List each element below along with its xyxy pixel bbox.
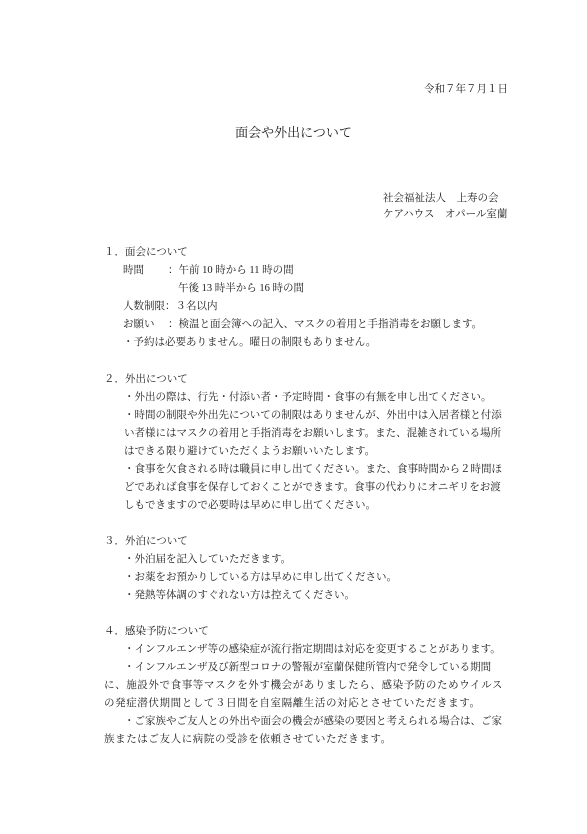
overnight-line: ・発熱等体調のすぐれない方は控えてください。 <box>124 590 355 601</box>
organization-corporation: 社会福祉法人 上寿の会 <box>383 193 499 204</box>
visiting-request: ：検温と面会簿への記入、マスクの着用と手指消毒をお願します。 <box>168 319 483 330</box>
visiting-reservation-note: ・予約は必要ありません。曜日の制限もありません。 <box>123 337 377 348</box>
outing-line: はできる限り避けていただくようお願いいたします。 <box>124 446 376 457</box>
visiting-hours-pm: 午後 13 時半から 16 時の間 <box>178 283 304 294</box>
infection-line: 族またはご友人に病院の受診を依頼させていただきます。 <box>104 734 392 745</box>
infection-line: ・ご家族やご友人との外出や面会の機会が感染の要因と考えられる場合は、ご家 <box>124 716 502 727</box>
overnight-line: ・お薬をお預かりしている方は早めに申し出てください。 <box>124 572 397 583</box>
visiting-hours-label: 時間 <box>123 265 144 276</box>
visiting-heading: １．面会について <box>104 247 188 258</box>
outing-line: ・外出の際は、行先・付添い者・予定時間・食事の有無を申し出てください。 <box>124 392 492 403</box>
visiting-hours-am: ：午前 10 時から 11 時の間 <box>168 265 294 276</box>
outing-heading: ２．外出について <box>104 374 188 385</box>
visiting-capacity: 人数制限：３名以内 <box>123 301 218 312</box>
outing-line: ・食事を欠食される時は職員に申し出てください。また、食事時間から２時間ほ <box>124 464 502 475</box>
organization-facility: ケアハウス オパール室蘭 <box>383 209 508 220</box>
infection-line: ・インフルエンザ等の感染症が流行指定期間は対応を変更することがあります。 <box>124 644 501 655</box>
visiting-request-label: お願い <box>123 319 155 330</box>
infection-line: の発症潜伏期間として３日間を自室隔離生活の対応とさせていただきます。 <box>104 698 481 709</box>
document-title: 面会や外出について <box>235 125 352 140</box>
outing-line: どであれば食事を保存しておくことができます。食事の代わりにオニギリをお渡 <box>124 482 501 493</box>
document-date: 令和７年７月１日 <box>424 84 508 95</box>
infection-line: ・インフルエンザ及び新型コロナの警報が室蘭保健所管内で発令している期間 <box>124 662 492 673</box>
overnight-heading: ３．外泊について <box>104 536 188 547</box>
outing-line: い者様にはマスクの着用と手指消毒をお願いします。また、混雑されている場所 <box>124 428 502 439</box>
infection-line: に、施設外で食事等マスクを外す機会がありましたら、感染予防のためウイルス <box>104 680 503 691</box>
outing-line: しもできますので必要時は早めに申し出てください。 <box>124 500 376 511</box>
overnight-line: ・外泊届を記入していただきます。 <box>124 554 292 565</box>
outing-line: ・時間の制限や外出先についての制限はありませんが、外出中は入居者様と付添 <box>124 410 502 421</box>
infection-heading: ４．感染予防について <box>104 626 209 637</box>
